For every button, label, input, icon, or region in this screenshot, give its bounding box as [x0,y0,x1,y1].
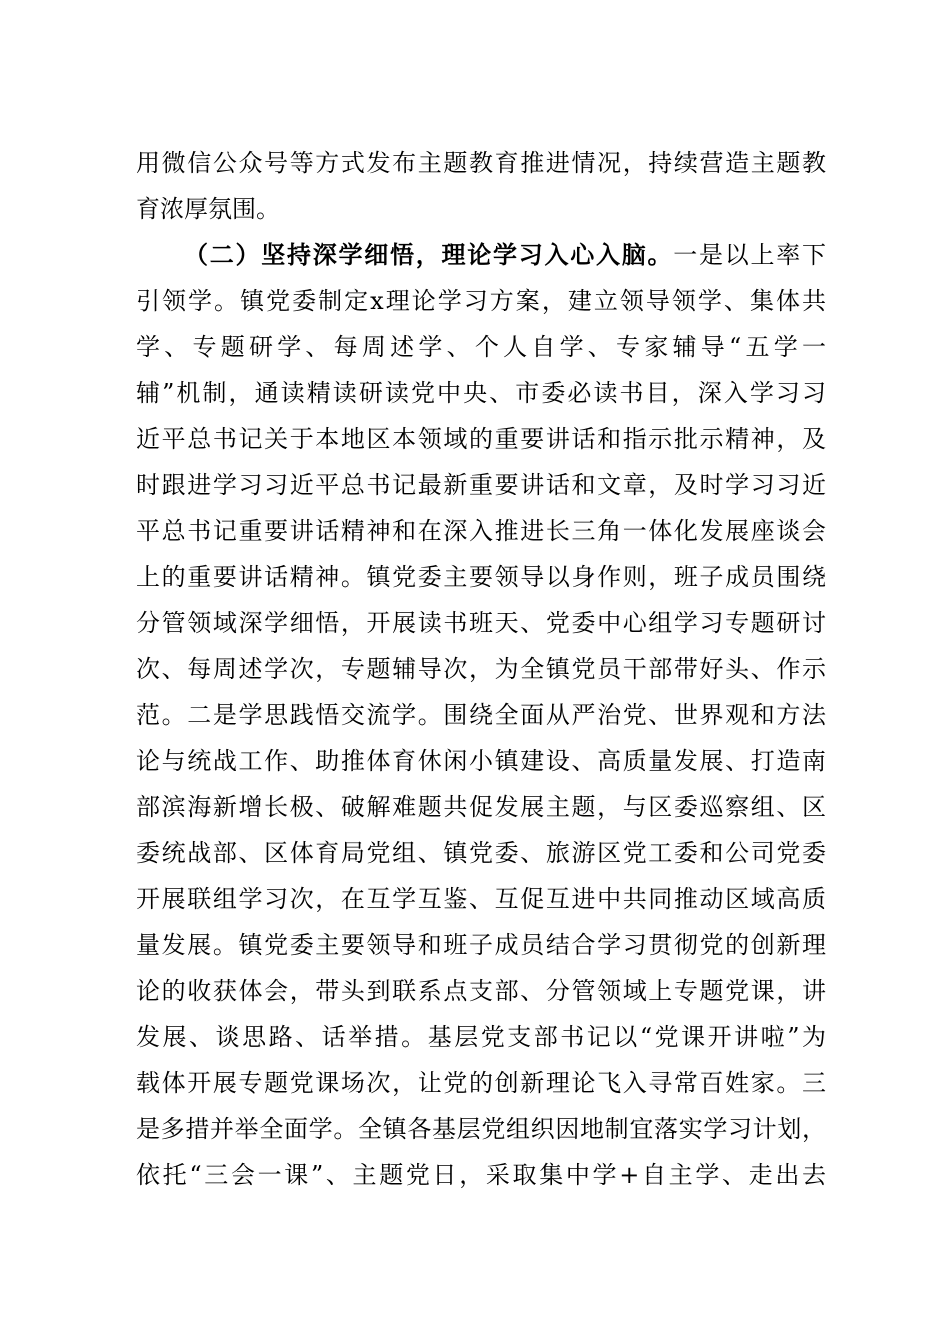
text-line: 近平总书记关于本地区本领域的重要讲话和指示批示精神，及 [136,425,826,453]
text-line: 量发展。镇党委主要领导和班子成员结合学习贯彻党的创新理 [136,931,826,959]
text-line: 论的收获体会，带头到联系点支部、分管领域上专题党课，讲 [136,977,826,1005]
text-line: 学、专题研学、每周述学、个人自学、专家辅导“五学一 [136,333,826,361]
text-line: 辅”机制，通读精读研读党中央、市委必读书目，深入学习习 [136,379,826,407]
text-line: 是多措并举全面学。全镇各基层党组织因地制宜落实学习计划， [136,1115,826,1143]
body-text [136,140,826,1198]
text-line: 发展、谈思路、话举措。基层党支部书记以“党课开讲啦”为 [136,1023,826,1051]
text-line: 委统战部、区体育局党组、镇党委、旅游区党工委和公司党委 [136,839,826,867]
text-line: 时跟进学习习近平总书记最新重要讲话和文章，及时学习习近 [136,471,826,499]
text-line: 部滨海新增长极、破解难题共促发展主题，与区委巡察组、区 [136,793,826,821]
text-line: 开展联组学习次，在互学互鉴、互促互进中共同推动区域高质 [136,885,826,913]
text-line: 用微信公众号等方式发布主题教育推进情况，持续营造主题教 [136,149,826,177]
text-line: 范。二是学思践悟交流学。围绕全面从严治党、世界观和方法 [136,701,826,729]
text-line: 载体开展专题党课场次，让党的创新理论飞入寻常百姓家。三 [136,1069,826,1097]
section-heading: （二）坚持深学细悟，理论学习入心入脑。 [184,240,674,269]
text-line: 引领学。镇党委制定x理论学习方案，建立领导领学、集体共 [136,287,826,315]
text-line: 依托“三会一课”、主题党日，采取集中学+自主学、走出去 [136,1161,826,1189]
section-heading-line [136,232,826,278]
text-line: 平总书记重要讲话精神和在深入推进长三角一体化发展座谈会 [136,517,826,545]
text-line: 论与统战工作、助推体育休闲小镇建设、高质量发展、打造南 [136,747,826,775]
text-line: 上的重要讲话精神。镇党委主要领导以身作则，班子成员围绕 [136,563,826,591]
text-line: 次、每周述学次，专题辅导次，为全镇党员干部带好头、作示 [136,655,826,683]
text-line: 育浓厚氛围。 [136,195,280,223]
text-line: 分管领域深学细悟，开展读书班天、党委中心组学习专题研讨 [136,609,826,637]
text-span: 一是以上率下 [673,241,826,269]
